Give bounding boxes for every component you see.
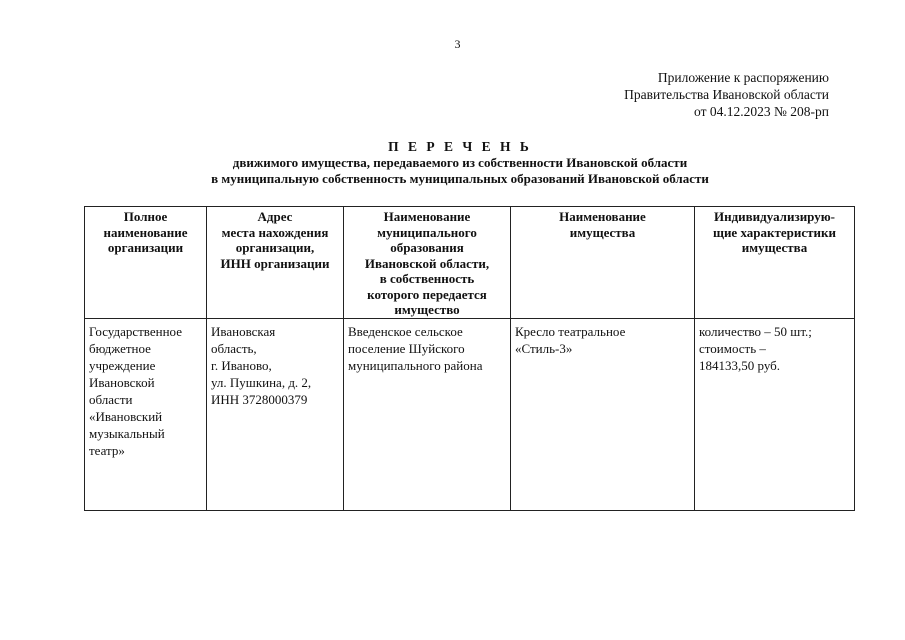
appendix-date-number: от 04.12.2023 № 208-рп — [694, 104, 829, 119]
header-organization-name: Полное наименование организации — [85, 207, 207, 319]
cell-municipality: Введенское сельское поселение Шуйского муниципального района — [344, 318, 511, 510]
title-heading: П Е Р Е Ч Е Н Ь — [388, 139, 532, 154]
appendix-line: Приложение к распоряжению — [657, 70, 829, 85]
table-header-row — [85, 207, 855, 319]
cell-organization-name: Государственное бюджетное учреждение Ивановской области «Ивановский музыкальный театр» — [85, 318, 207, 510]
cell-property-name: Кресло театральное «Стиль-3» — [511, 318, 695, 510]
header-property-characteristics: Индивидуализирую- щие характеристики имущества — [695, 207, 855, 319]
title-subtitle-line: движимого имущества, передаваемого из собственности Ивановской области — [232, 155, 688, 170]
title-subtitle-line: в муниципальную собственность муниципальных образований Ивановской области — [211, 171, 709, 186]
cell-property-characteristics: количество – 50 шт.; стоимость – 184133,50 руб. — [695, 318, 855, 510]
header-organization-address: Адрес места нахождения организации, ИНН организации — [207, 207, 344, 319]
appendix-line: Правительства Ивановской области — [624, 87, 829, 102]
document-title — [0, 138, 905, 187]
header-property-name: Наименование имущества — [511, 207, 695, 319]
appendix-reference — [624, 69, 829, 120]
header-municipality: Наименование муниципального образования Ивановской области, в собственность которого передается имущество — [344, 207, 511, 319]
table-row — [85, 318, 855, 510]
cell-organization-address: Ивановская область, г. Иваново, ул. Пушкина, д. 2, ИНН 3728000379 — [207, 318, 344, 510]
page-number: 3 — [454, 37, 461, 51]
property-table — [84, 206, 855, 511]
